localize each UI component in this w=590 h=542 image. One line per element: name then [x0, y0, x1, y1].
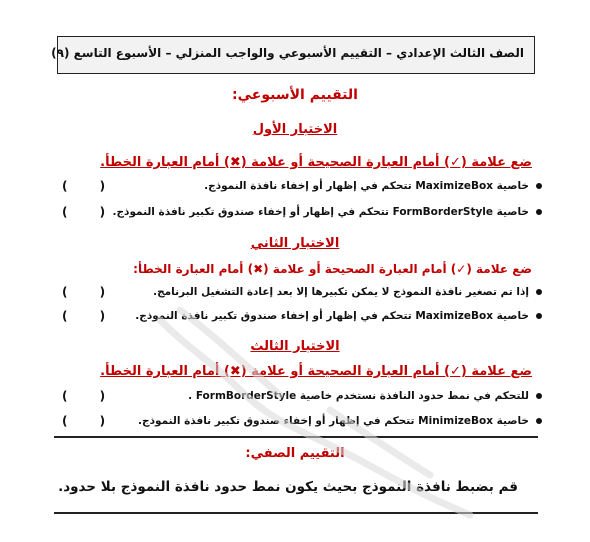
classroom-assessment-heading: التقييم الصفي:	[245, 446, 345, 461]
test-1-item-1-answer[interactable]: ( )	[62, 179, 120, 193]
test-2-item-2	[135, 310, 542, 322]
bullet-icon	[536, 393, 542, 399]
test-2-item-1	[153, 286, 542, 298]
test-2-item-2-answer[interactable]: ( )	[62, 309, 120, 323]
test-2-item-2-text: خاصية MaximizeBox تتحكم في إظهار أو إخفاء صندوق تكبير نافذة النموذج.	[135, 310, 529, 322]
test-3-item-2	[138, 415, 542, 427]
test-2-title: الاختبار الثاني	[250, 236, 340, 251]
test-1-title: الاختبار الأول	[252, 122, 338, 137]
bullet-icon	[536, 418, 542, 424]
test-1-item-1-text: خاصية MaximizeBox تتحكم في إظهار أو إخفاء نافذة النموذج.	[204, 180, 529, 192]
test-3-title: الاختبار الثالث	[250, 339, 340, 354]
test-1-item-2-answer[interactable]: ( )	[62, 205, 120, 219]
test-3-item-1-answer[interactable]: ( )	[62, 389, 120, 403]
bullet-icon	[536, 209, 542, 215]
test-2-instruction: ضع علامة (✓) أمام العبارة الصحيحة أو علامة (✖) أمام العبارة الخطأ:	[133, 262, 532, 276]
test-1-item-1	[204, 180, 542, 192]
divider-bottom	[54, 512, 538, 514]
classroom-question: قم بضبط نافذة النموذج بحيث يكون نمط حدود نافذة النموذج بلا حدود.	[58, 479, 518, 495]
test-2-item-1-text: إذا تم تصغير نافذة النموذج لا يمكن تكبيرها إلا بعد إعادة التشغيل البرنامج.	[153, 286, 529, 298]
header-title: الصف الثالث الإعدادي – التقييم الأسبوعي والواجب المنزلي – الأسبوع التاسع (٩)	[51, 46, 524, 60]
test-3-item-2-answer[interactable]: ( )	[62, 414, 120, 428]
test-3-item-1-text: للتحكم في نمط حدود النافذة نستخدم خاصية FormBorderStyle .	[188, 390, 529, 402]
test-3-instruction: ضع علامة (✓) أمام العبارة الصحيحة أو علامة (✖) أمام العبارة الخطأ.	[100, 364, 532, 379]
header-box	[51, 36, 535, 74]
weekly-assessment-heading: التقييم الأسبوعي:	[232, 87, 358, 103]
test-3-item-1	[188, 390, 542, 402]
test-1-item-2-text: خاصية FormBorderStyle تتحكم في إظهار أو إخفاء صندوق تكبير نافذة النموذج.	[112, 206, 529, 218]
test-3-item-2-text: خاصية MinimizeBox تتحكم في إظهار أو إخفاء صندوق تكبير نافذة النموذج.	[138, 415, 529, 427]
test-2-item-1-answer[interactable]: ( )	[62, 285, 120, 299]
test-1-instruction: ضع علامة (✓) أمام العبارة الصحيحة أو علامة (✖) أمام العبارة الخطأ.	[100, 155, 532, 170]
test-1-item-2	[113, 206, 543, 218]
bullet-icon	[536, 313, 542, 319]
divider-top	[54, 436, 538, 438]
bullet-icon	[536, 183, 542, 189]
bullet-icon	[536, 289, 542, 295]
